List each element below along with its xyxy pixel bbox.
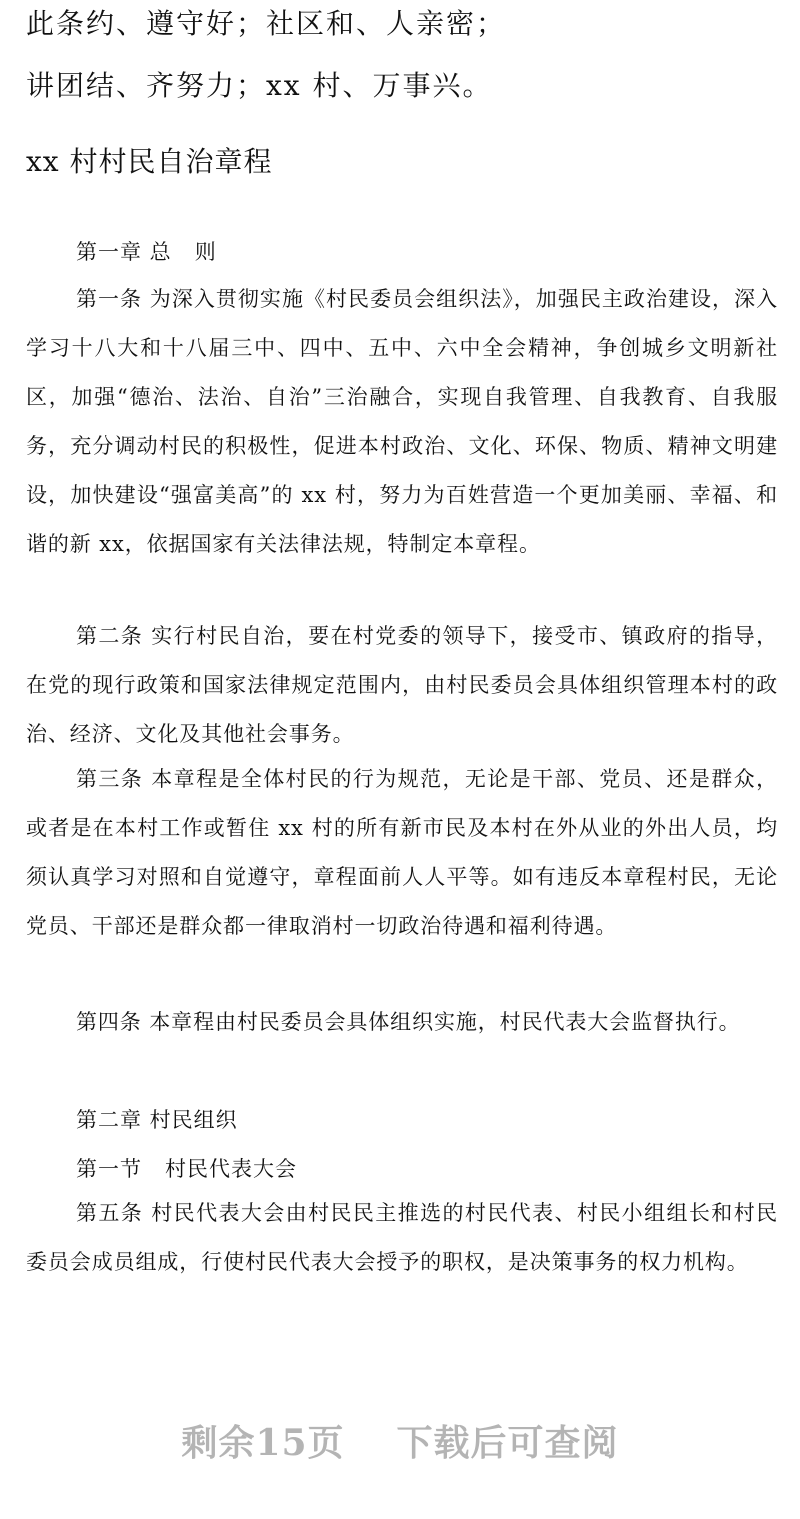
verse-line-1: 此条约、遵守好；社区和、人亲密； (26, 7, 507, 40)
article-3: 第三条 本章程是全体村民的行为规范，无论是干部、党员、还是群众，或者是在本村工作或暂住 xx 村的所有新市民及本村在外从业的外出人员，均须认真学习对照和自觉遵守，章程面前人人平等。如有违反本章程村民，无论党员、干部还是群众都一律取消村一切政治待遇和福利待遇。 (26, 767, 778, 938)
remaining-pages-label: 剩余15页 (181, 1422, 345, 1464)
verse-line-2: 讲团结、齐努力；xx 村、万事兴。 (26, 69, 493, 102)
download-banner[interactable] (0, 1415, 800, 1466)
chapter-2-heading: 第二章 村民组织 (76, 1108, 238, 1132)
section-1-heading: 第一节 村民代表大会 (76, 1157, 298, 1181)
article-2: 第二条 实行村民自治，要在村党委的领导下，接受市、镇政府的指导，在党的现行政策和国家法律规定范围内，由村民委员会具体组织管理本村的政治、经济、文化及其他社会事务。 (26, 624, 778, 746)
document-title: xx 村村民自治章程 (26, 145, 273, 178)
chapter-1-heading: 第一章 总 则 (76, 240, 217, 264)
article-4: 第四条 本章程由村民委员会具体组织实施，村民代表大会监督执行。 (76, 1010, 741, 1034)
download-prompt-label[interactable]: 下载后可查阅 (396, 1422, 619, 1464)
article-1: 第一条 为深入贯彻实施《村民委员会组织法》，加强民主政治建设，深入学习十八大和十八届三中、四中、五中、六中全会精神，争创城乡文明新社区，加强“德治、法治、自治”三治融合，实现自我管理、自我教育、自我服务，充分调动村民的积极性，促进本村政治、文化、环保、物质、精神文明建设，加快建设“强富美高”的 xx 村，努力为百姓营造一个更加美丽、幸福、和谐的新 xx，依据国家有关法律法规，特制定本章程。 (26, 287, 778, 556)
article-5: 第五条 村民代表大会由村民民主推选的村民代表、村民小组组长和村民委员会成员组成，行使村民代表大会授予的职权，是决策事务的权力机构。 (26, 1201, 778, 1274)
